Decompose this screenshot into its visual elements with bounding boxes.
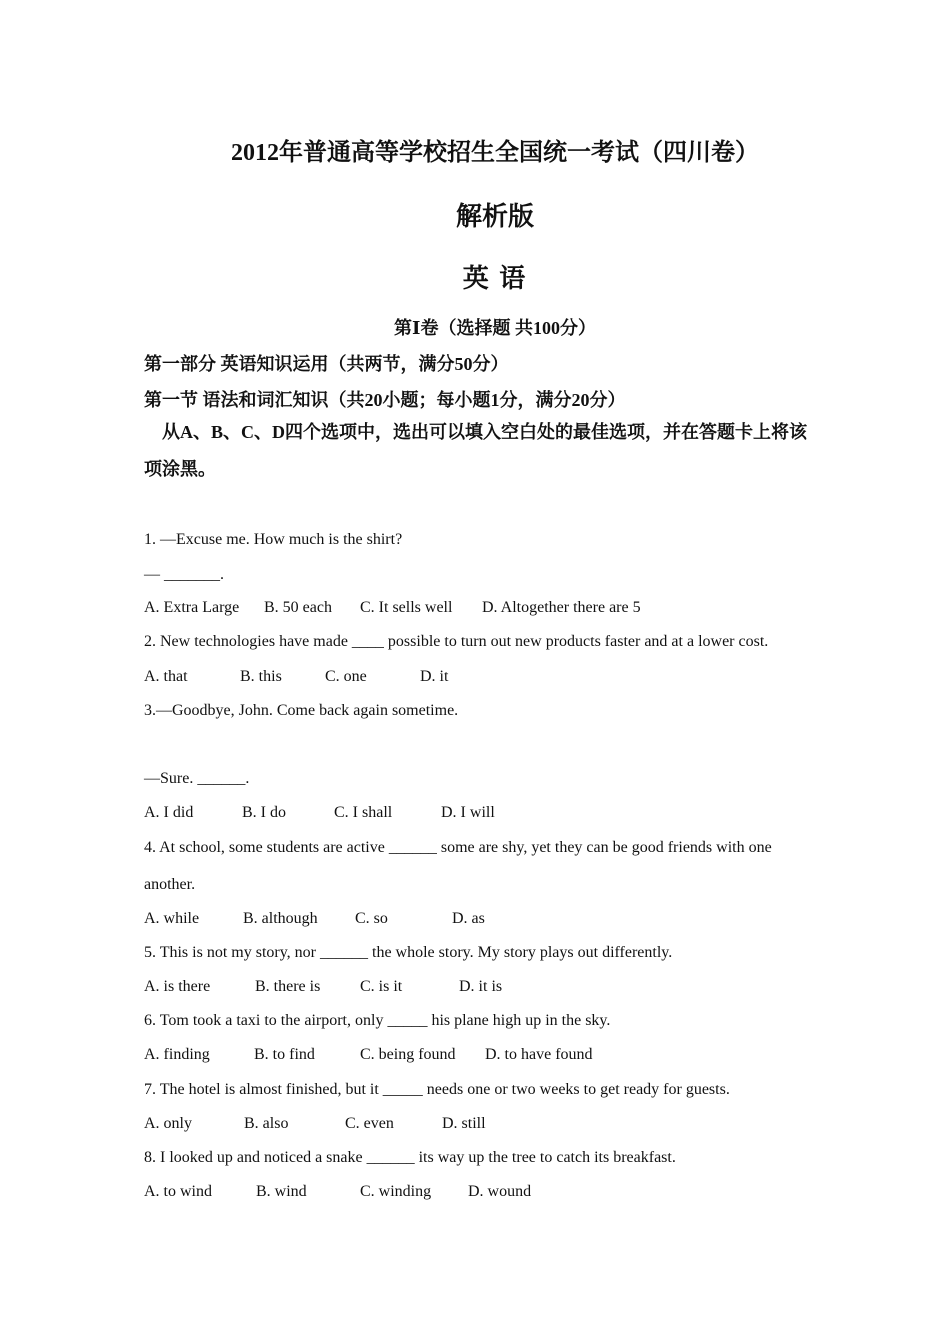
option-b: B. this	[240, 668, 282, 685]
question-stem: 3.—Goodbye, John. Come back again sometime.	[144, 702, 459, 719]
option-c: C. winding	[360, 1183, 432, 1200]
option-d: D. I will	[441, 804, 495, 821]
option-d: D. to have found	[485, 1046, 593, 1063]
option-a: A. only	[144, 1115, 192, 1132]
question-options	[144, 599, 844, 621]
option-a: A. while	[144, 910, 200, 927]
question-options	[144, 804, 844, 826]
question-options	[144, 1183, 844, 1205]
option-c: C. It sells well	[360, 599, 453, 616]
option-a: A. to wind	[144, 1183, 212, 1200]
question-stem: 8. I looked up and noticed a snake ______ its way up the tree to catch its breakfast.	[144, 1149, 676, 1166]
option-c: C. one	[325, 668, 367, 685]
part-heading: 第一部分 英语知识运用（共两节，满分50分）	[144, 354, 509, 374]
option-a: A. I did	[144, 804, 194, 821]
volume-heading: 第Ⅰ卷（选择题 共100分）	[394, 318, 596, 338]
option-d: D. Altogether there are 5	[482, 599, 641, 616]
option-a: A. Extra Large	[144, 599, 240, 616]
subject-heading: 英 语	[462, 264, 528, 293]
option-c: C. is it	[360, 978, 403, 995]
question-options	[144, 668, 844, 690]
option-b: B. although	[243, 910, 318, 927]
question-options	[144, 1115, 844, 1137]
question-stem: 5. This is not my story, nor ______ the whole story. My story plays out differently.	[144, 944, 673, 961]
option-d: D. wound	[468, 1183, 532, 1200]
option-c: C. even	[345, 1115, 394, 1132]
question-stem: 6. Tom took a taxi to the airport, only _____ his plane high up in the sky.	[144, 1012, 611, 1029]
question-stem: 7. The hotel is almost finished, but it _____ needs one or two weeks to get ready for guests.	[144, 1081, 730, 1098]
option-b: B. 50 each	[264, 599, 332, 616]
option-a: A. that	[144, 668, 188, 685]
instruction-text: 从A、B、C、D四个选项中，选出可以填入空白处的最佳选项，并在答题卡上将该项涂黑。	[144, 422, 807, 479]
option-d: D. it	[420, 668, 449, 685]
question-stem-reply: —Sure. ______.	[144, 770, 250, 787]
question-options	[144, 1046, 844, 1068]
option-b: B. I do	[242, 804, 286, 821]
option-c: C. so	[355, 910, 388, 927]
option-b: B. also	[244, 1115, 289, 1132]
question-stem: 2. New technologies have made ____ possible to turn out new products faster and at a lower cost.	[144, 633, 769, 650]
exam-title: 2012年普通高等学校招生全国统一考试（四川卷）	[231, 140, 759, 166]
question-stem: 4. At school, some students are active ______ some are shy, yet they can be good friends with one another.	[144, 839, 772, 893]
option-a: A. finding	[144, 1046, 210, 1063]
option-b: B. wind	[256, 1183, 307, 1200]
option-d: D. as	[452, 910, 485, 927]
option-b: B. there is	[255, 978, 321, 995]
question-options	[144, 910, 844, 932]
option-c: C. being found	[360, 1046, 456, 1063]
option-d: D. still	[442, 1115, 486, 1132]
option-b: B. to find	[254, 1046, 315, 1063]
option-d: D. it is	[459, 978, 503, 995]
exam-subtitle: 解析版	[455, 202, 534, 231]
section-heading: 第一节 语法和词汇知识（共20小题；每小题1分，满分20分）	[144, 390, 626, 410]
option-c: C. I shall	[334, 804, 393, 821]
option-a: A. is there	[144, 978, 211, 995]
question-stem: 1. —Excuse me. How much is the shirt?	[144, 531, 403, 548]
question-stem-reply: — _______.	[144, 566, 224, 583]
question-options	[144, 978, 844, 1000]
